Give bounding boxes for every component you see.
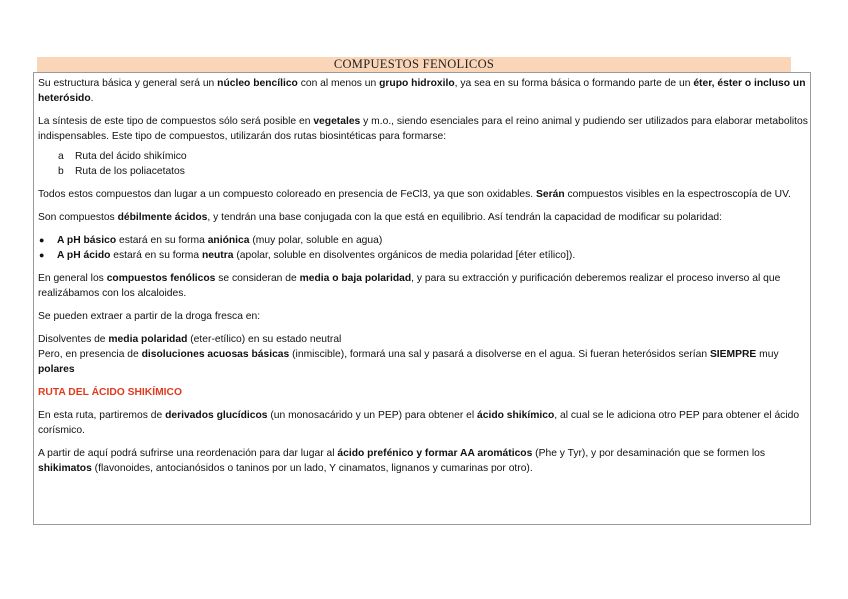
paragraph-basic-solutions: Pero, en presencia de disoluciones acuosas básicas (inmiscible), formará una sal y pasará a disolverse en el agua. Si fueran heterósidos serían SIEMPRE muy polares <box>38 349 779 375</box>
paragraph-extraction: Se pueden extraer a partir de la droga fresca en: <box>38 311 261 322</box>
paragraph-route: En esta ruta, partiremos de derivados glucídicos (un monosacárido y un PEP) para obtener el ácido shikímico, al cual se le adiciona otro PEP para obtener el ácido corísmico. <box>38 410 800 436</box>
paragraph-acidity: Son compuestos débilmente ácidos, y tendrán una base conjugada con la que está en equilibrio. Así tendrán la capacidad de modificar su polaridad: <box>38 212 723 223</box>
paragraph-prephenic: A partir de aquí podrá sufrirse una reordenación para dar lugar al ácido prefénico y formar AA aromáticos (Phe y Tyr), y por desaminación que se formen los shikimatos (flavonoides, antocianósidos o taninos por un lado, Y cinamatos, lignanos y cumarinas por otro). <box>38 448 766 474</box>
list-item: a Ruta del ácido shikímico <box>58 151 187 162</box>
routes-list <box>38 149 808 179</box>
document-body <box>38 76 808 476</box>
list-item: ● A pH básico estará en su forma aniónica (muy polar, soluble en agua) <box>39 235 383 246</box>
paragraph-fecl3: Todos estos compuestos dan lugar a un compuesto coloreado en presencia de FeCl3, ya que son oxidables. Serán compuestos visibles en la espectroscopía de UV. <box>38 189 791 200</box>
paragraph-structure: Su estructura básica y general será un núcleo bencílico con al menos un grupo hidroxilo, ya sea en su forma básica o formando parte de un éter, éster o incluso un heterósido. <box>38 78 806 104</box>
section-heading: RUTA DEL ÁCIDO SHIKÍMICO <box>38 387 182 398</box>
paragraph-solvents: Disolventes de media polaridad (eter-etílico) en su estado neutral <box>38 334 342 345</box>
list-item: ● A pH ácido estará en su forma neutra (apolar, soluble en disolventes orgánicos de media polaridad [éter etílico]). <box>39 250 576 261</box>
page-title: COMPUESTOS FENOLICOS <box>37 57 791 72</box>
bullet-icon: ● <box>39 250 45 260</box>
paragraph-polarity: En general los compuestos fenólicos se consideran de media o baja polaridad, y para su extracción y purificación deberemos realizar el proceso inverso al que realizábamos con los alcaloides. <box>38 273 781 299</box>
bullet-icon: ● <box>39 235 45 245</box>
ph-list <box>38 233 808 263</box>
paragraph-synthesis: La síntesis de este tipo de compuestos sólo será posible en vegetales y m.o., siendo esenciales para el reino animal y pudiendo ser utilizados para elaborar metabolitos indispensables. Este tipo de compuestos, utilizarán dos rutas biosintéticas para formarse: <box>38 116 808 142</box>
list-item: b Ruta de los poliacetatos <box>58 166 185 177</box>
